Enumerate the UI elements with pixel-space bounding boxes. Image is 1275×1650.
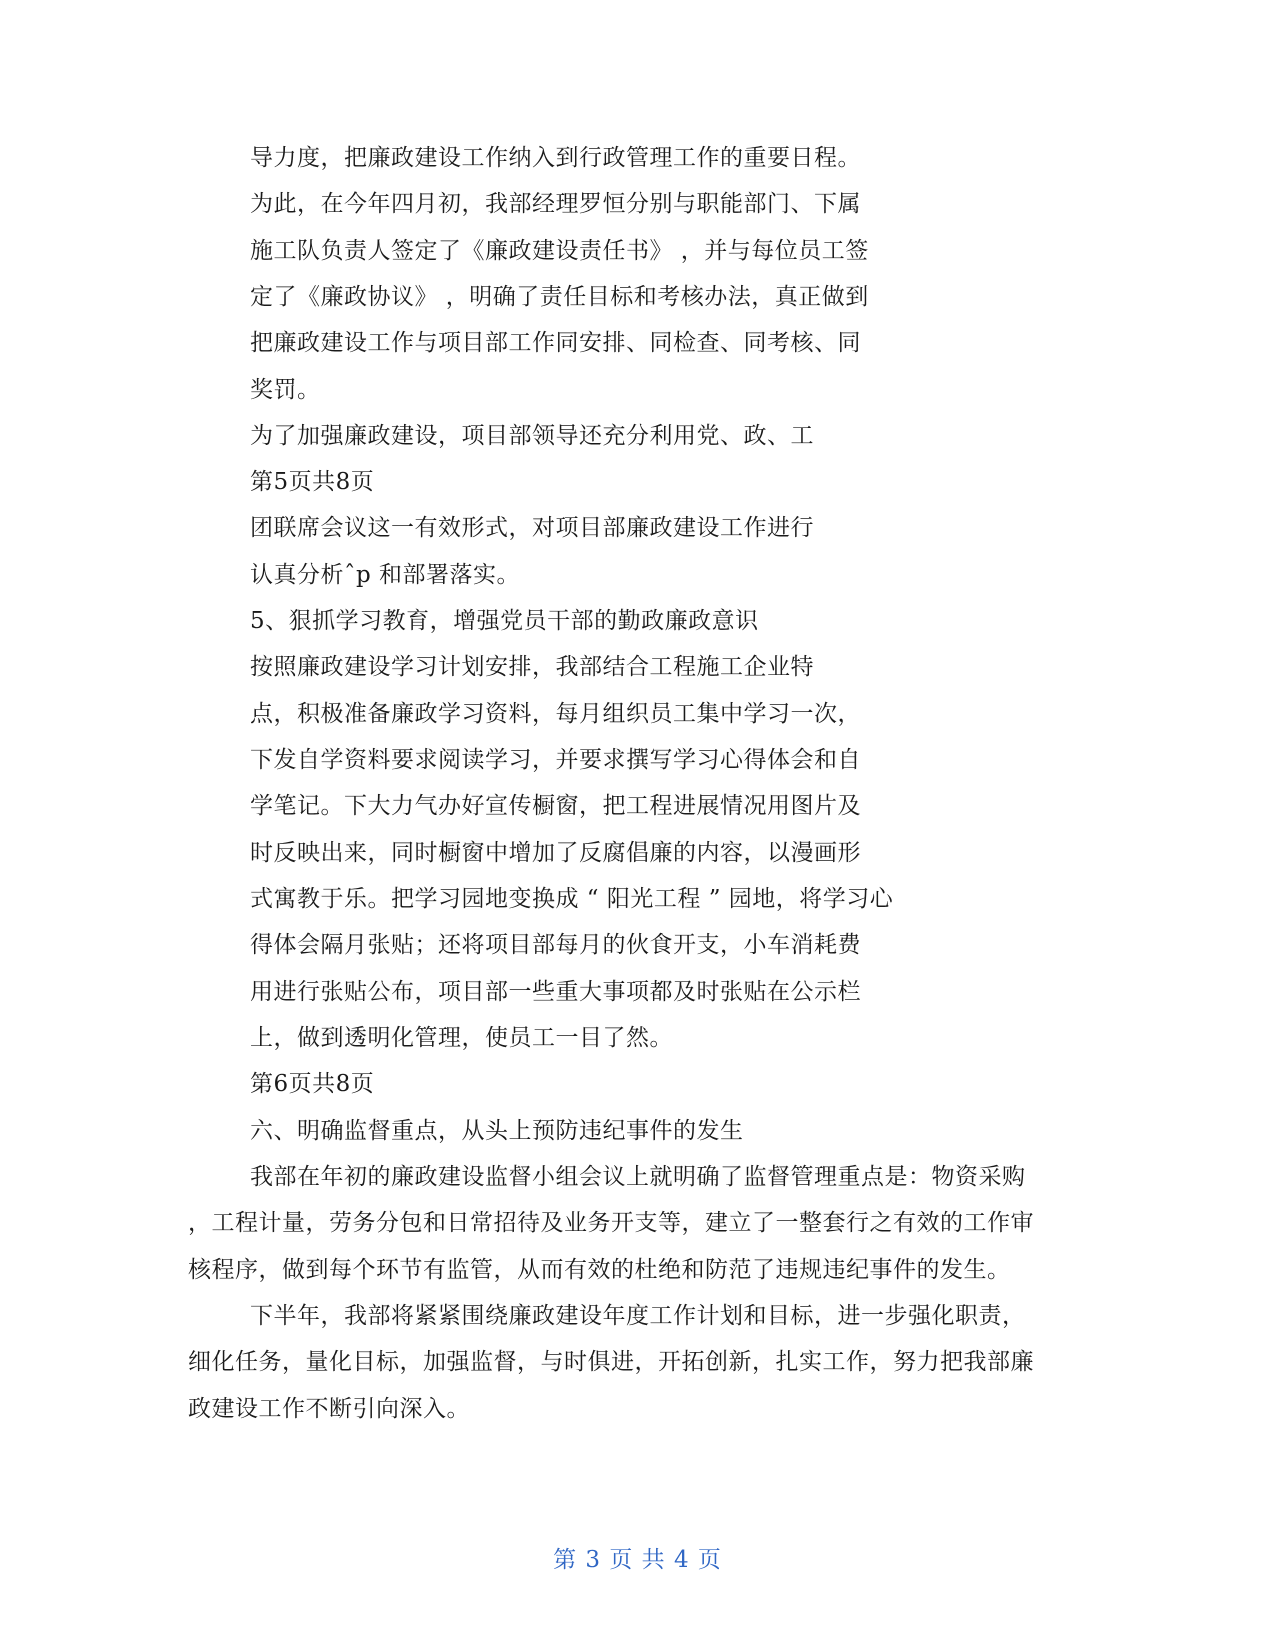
section-heading: 六、明确监督重点，从头上预防违纪事件的发生 [250, 1118, 744, 1144]
text-line: 上，做到透明化管理，使员工一目了然。 [250, 1025, 673, 1051]
paragraph-line: ，工程计量，劳务分包和日常招待及业务开支等，建立了一整套行之有效的工作审 [188, 1210, 1034, 1236]
text-line: 学笔记。下大力气办好宣传橱窗，把工程进展情况用图片及 [250, 793, 861, 819]
text-line: 导力度，把廉政建设工作纳入到行政管理工作的重要日程。 [250, 145, 861, 171]
paragraph-line: 核程序，做到每个环节有监管，从而有效的杜绝和防范了违规违纪事件的发生。 [188, 1257, 1011, 1283]
text-line: 定了《廉政协议》 ，明确了责任目标和考核办法，真正做到 [250, 284, 869, 310]
text-line: 得体会隔月张贴；还将项目部每月的伙食开支，小车消耗费 [250, 932, 861, 958]
text-line: 用进行张贴公布，项目部一些重大事项都及时张贴在公示栏 [250, 979, 861, 1005]
page-footer: 第 3 页 共 4 页 [553, 1547, 722, 1573]
paragraph-line: 下半年，我部将紧紧围绕廉政建设年度工作计划和目标，进一步强化职责， [250, 1303, 1026, 1329]
inline-page-marker: 第5页共8页 [250, 469, 375, 495]
text-line: 为了加强廉政建设，项目部领导还充分利用党、政、工 [250, 423, 814, 449]
text-line: 认真分析ˆp 和部署落实。 [250, 562, 521, 588]
paragraph-line: 细化任务，量化目标，加强监督，与时俱进，开拓创新，扎实工作，努力把我部廉 [188, 1349, 1034, 1375]
text-line: 为此，在今年四月初，我部经理罗恒分别与职能部门、下属 [250, 191, 861, 217]
text-line: 奖罚。 [250, 377, 321, 403]
section-heading: 5、狠抓学习教育，增强党员干部的勤政廉政意识 [250, 608, 759, 634]
text-line: 按照廉政建设学习计划安排，我部结合工程施工企业特 [250, 654, 814, 680]
text-line: 点，积极准备廉政学习资料，每月组织员工集中学习一次， [250, 701, 861, 727]
text-line: 施工队负责人签定了《廉政建设责任书》 ，并与每位员工签 [250, 238, 869, 264]
inline-page-marker: 第6页共8页 [250, 1071, 375, 1097]
text-line: 团联席会议这一有效形式，对项目部廉政建设工作进行 [250, 515, 814, 541]
text-line: 式寓教于乐。把学习园地变换成 “ 阳光工程 ” 园地，将学习心 [250, 886, 894, 912]
text-line: 下发自学资料要求阅读学习，并要求撰写学习心得体会和自 [250, 747, 861, 773]
text-line: 把廉政建设工作与项目部工作同安排、同检查、同考核、同 [250, 330, 861, 356]
text-line: 时反映出来，同时橱窗中增加了反腐倡廉的内容，以漫画形 [250, 840, 861, 866]
paragraph-line: 我部在年初的廉政建设监督小组会议上就明确了监督管理重点是：物资采购 [250, 1164, 1026, 1190]
paragraph-line: 政建设工作不断引向深入。 [188, 1396, 470, 1422]
